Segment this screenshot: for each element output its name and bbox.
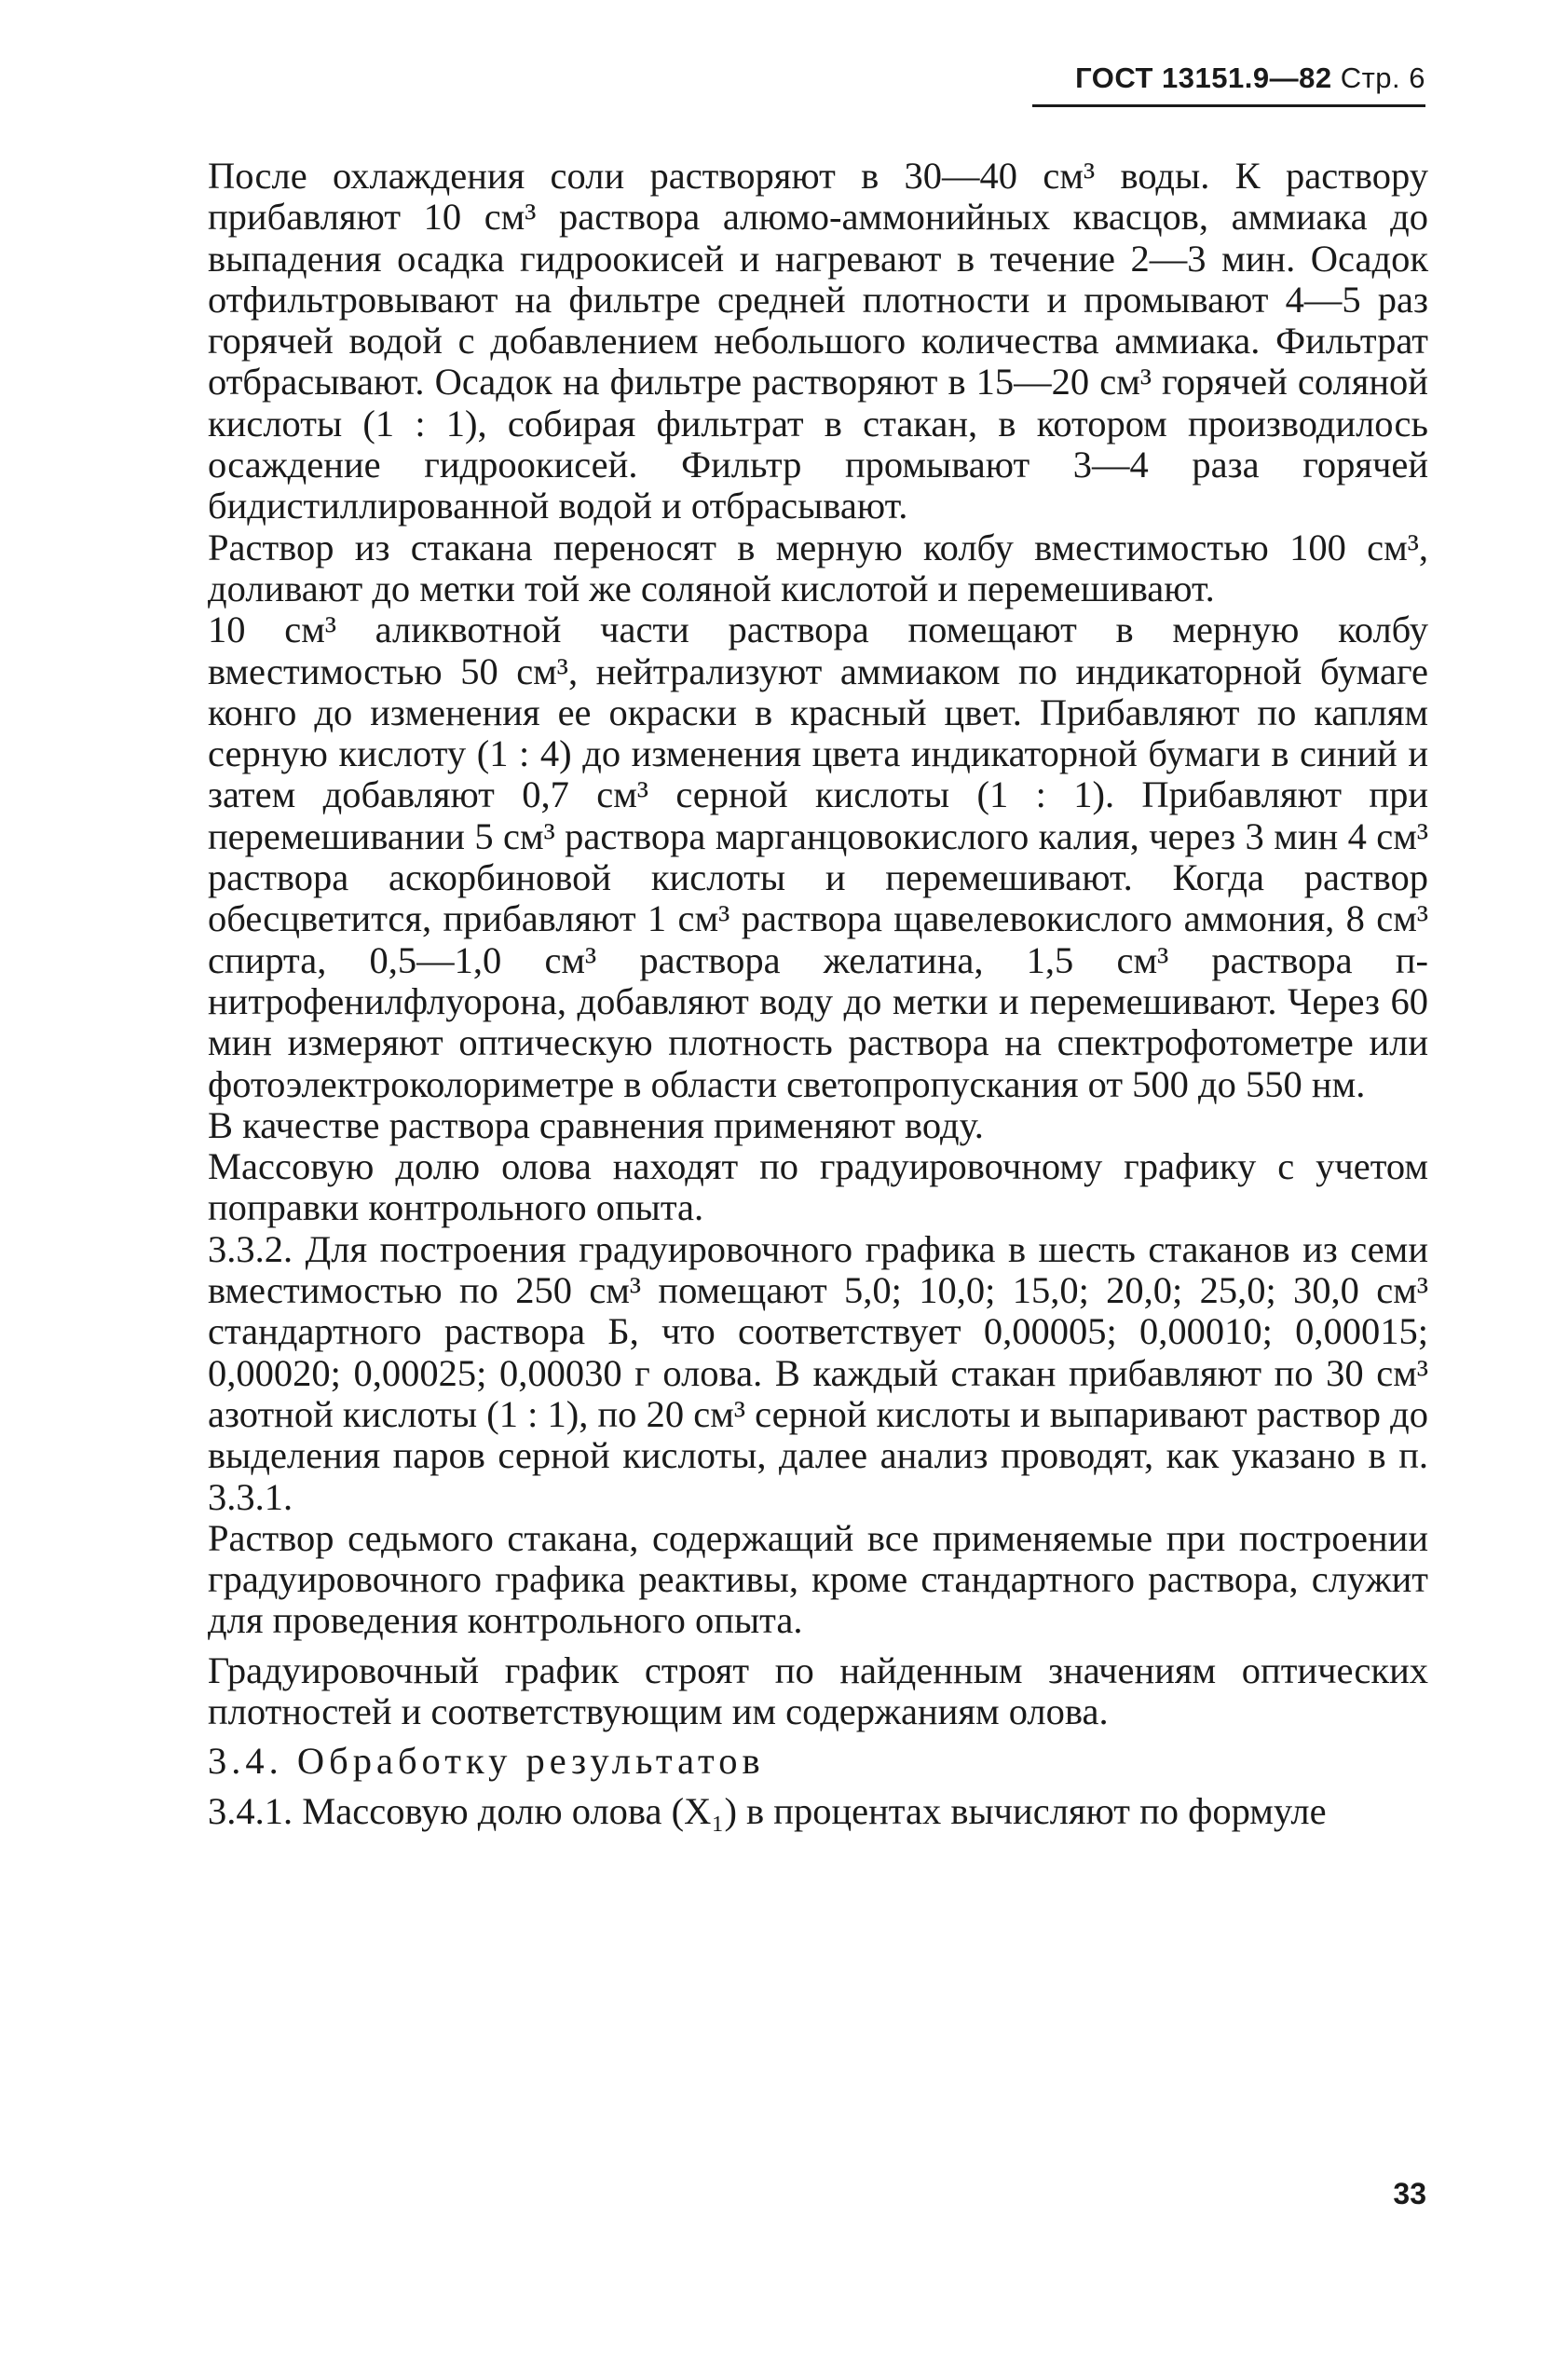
- running-header: [1032, 62, 1425, 95]
- paragraph-seventh-beaker: Раствор седьмого стакана, содержащий все применяемые при построении градуировочного графика реактивы, кроме стандартного раствора, служит для проведения контрольного опыта.: [208, 1516, 1428, 1642]
- paragraph-calibration-3-3-2: 3.3.2. Для построения градуировочного графика в шесть стаканов из семи вместимостью по 250 см³ помещают 5,0; 10,0; 15,0; 20,0; 25,0; 30,0 см³ стандартного раствора Б, что соответствует 0,00005; 0,00010; 0,00015; 0,00020; 0,00025; 0,00030 г олова. В каждый стакан прибавляют по 30 см³ азотной кислоты (1 : 1), по 20 см³ серной кислоты и выпаривают раствор до выделения паров серной кислоты, далее анализ проводят, как указано в п. 3.3.1.: [208, 1227, 1428, 1518]
- page-number: 33: [1393, 2177, 1426, 2210]
- paragraph-3-4-1: 3.4.1. Массовую долю олова (X₁) в процентах вычисляют по формуле: [208, 1789, 1327, 1832]
- paragraph-reference-solution: В качестве раствора сравнения применяют воду.: [208, 1103, 984, 1146]
- paragraph-mass-fraction: Массовую долю олова находят по градуировочному графику с учетом поправки контрольного опыта.: [208, 1145, 1428, 1229]
- header-rule: [1032, 104, 1425, 107]
- paragraph-transfer-flask: Раствор из стакана переносят в мерную колбу вместимостью 100 см³, доливают до метки той же соляной кислотой и перемешивают.: [208, 526, 1428, 609]
- standard-number: ГОСТ 13151.9—82: [1075, 62, 1332, 94]
- paragraph-after-cooling: После охлаждения соли растворяют в 30—40 см³ воды. К раствору прибавляют 10 см³ раствора алюмо-аммонийных квасцов, аммиака до выпадения осадка гидроокисей и нагревают в течение 2—3 мин. Осадок отфильтровывают на фильтре средней плотности и промывают 4—5 раз горячей водой с добавлением небольшого количества аммиака. Фильтрат отбрасывают. Осадок на фильтре растворяют в 15—20 см³ горячей соляной кислоты (1 : 1), собирая фильтрат в стакан, в котором производилось осаждение гидроокисей. Фильтр промывают 3—4 раза горячей бидистиллированной водой и отбрасывают.: [208, 155, 1428, 527]
- section-heading-3-4: 3.4. Обработку результатов: [208, 1740, 765, 1783]
- paragraph-calibration-graph: Градуировочный график строят по найденным значениям оптических плотностей и соответствующим им содержаниям олова.: [208, 1648, 1428, 1732]
- paragraph-aliquot: 10 см³ аликвотной части раствора помещают в мерную колбу вместимостью 50 см³, нейтрализуют аммиаком по индикаторной бумаге конго до изменения ее окраски в красный цвет. Прибавляют по каплям серную кислоту (1 : 4) до изменения цвета индикаторной бумаги в синий и затем добавляют 0,7 см³ серной кислоты (1 : 1). Прибавляют при перемешивании 5 см³ раствора марганцовокислого калия, через 3 мин 4 см³ раствора аскорбиновой кислоты и перемешивают. Когда раствор обесцветится, прибавляют 1 см³ раствора щавелевокислого аммония, 8 см³ спирта, 0,5—1,0 см³ раствора желатина, 1,5 см³ раствора п-нитрофенилфлуорона, добавляют воду до метки и перемешивают. Через 60 мин измеряют оптическую плотность раствора на спектрофотометре или фотоэлектроколориметре в области светопропускания от 500 до 550 нм.: [208, 609, 1428, 1105]
- page-label: Стр. 6: [1340, 62, 1425, 94]
- body-text: [208, 156, 1428, 1832]
